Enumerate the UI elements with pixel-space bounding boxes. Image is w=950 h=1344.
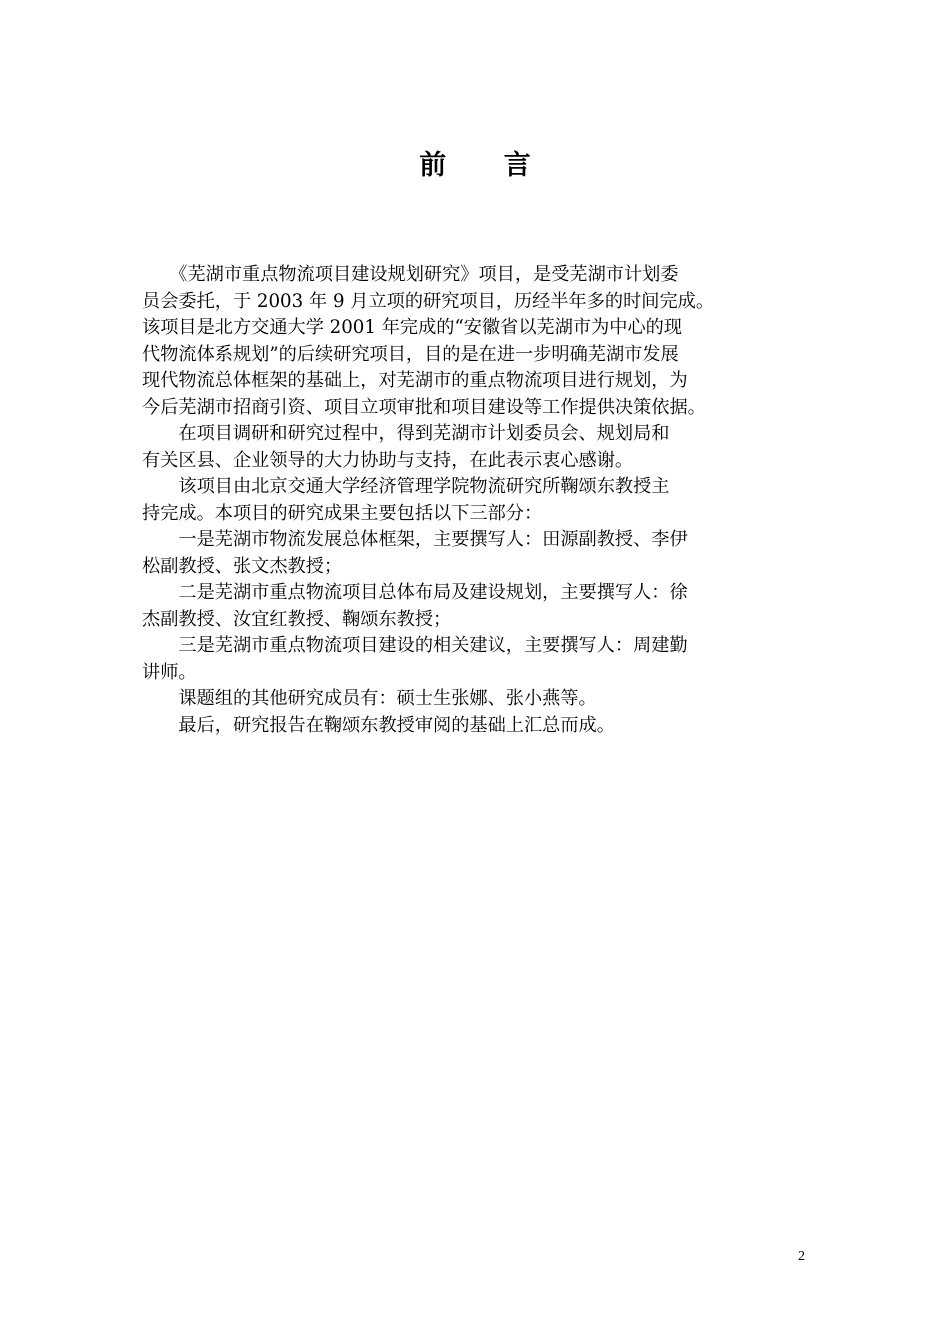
text-line: 杰副教授、汝宜红教授、鞠颂东教授； xyxy=(142,608,452,630)
text-line: 员会委托，于 2003 年 9 月立项的研究项目，历经半年多的时间完成。 xyxy=(142,290,715,312)
text-line: 现代物流总体框架的基础上，对芜湖市的重点物流项目进行规划，为 xyxy=(142,370,688,391)
text-line: 在项目调研和研究过程中，得到芜湖市计划委员会、规划局和 xyxy=(142,423,670,444)
page-number: 2 xyxy=(798,1249,805,1264)
text-line: 该项目由北京交通大学经济管理学院物流研究所鞠颂东教授主 xyxy=(142,476,670,497)
preface-body xyxy=(142,262,814,739)
text-line: 最后，研究报告在鞠颂东教授审阅的基础上汇总而成。 xyxy=(142,714,615,736)
text-line: 三是芜湖市重点物流项目建设的相关建议，主要撰写人：周建勤 xyxy=(142,635,688,656)
text-line: 课题组的其他研究成员有：硕士生张娜、张小燕等。 xyxy=(142,688,597,709)
text-line: 二是芜湖市重点物流项目总体布局及建设规划，主要撰写人：徐 xyxy=(142,582,688,603)
text-line: 今后芜湖市招商引资、项目立项审批和项目建设等工作提供决策依据。 xyxy=(142,396,706,418)
text-line: 讲师。 xyxy=(142,661,197,683)
text-line: 一是芜湖市物流发展总体框架，主要撰写人：田源副教授、李伊 xyxy=(142,529,688,550)
text-line: 松副教授、张文杰教授； xyxy=(142,555,343,577)
page-title: 前 言 xyxy=(419,150,555,181)
text-line: 代物流体系规划”的后续研究项目，目的是在进一步明确芜湖市发展 xyxy=(142,343,679,365)
text-line: 该项目是北方交通大学 2001 年完成的“安徽省以芜湖市为中心的现 xyxy=(142,317,683,338)
text-line: 持完成。本项目的研究成果主要包括以下三部分： xyxy=(142,502,543,524)
text-line: 《芜湖市重点物流项目建设规划研究》项目，是受芜湖市计划委 xyxy=(142,264,679,285)
text-line: 有关区县、企业领导的大力协助与支持，在此表示衷心感谢。 xyxy=(142,449,634,471)
